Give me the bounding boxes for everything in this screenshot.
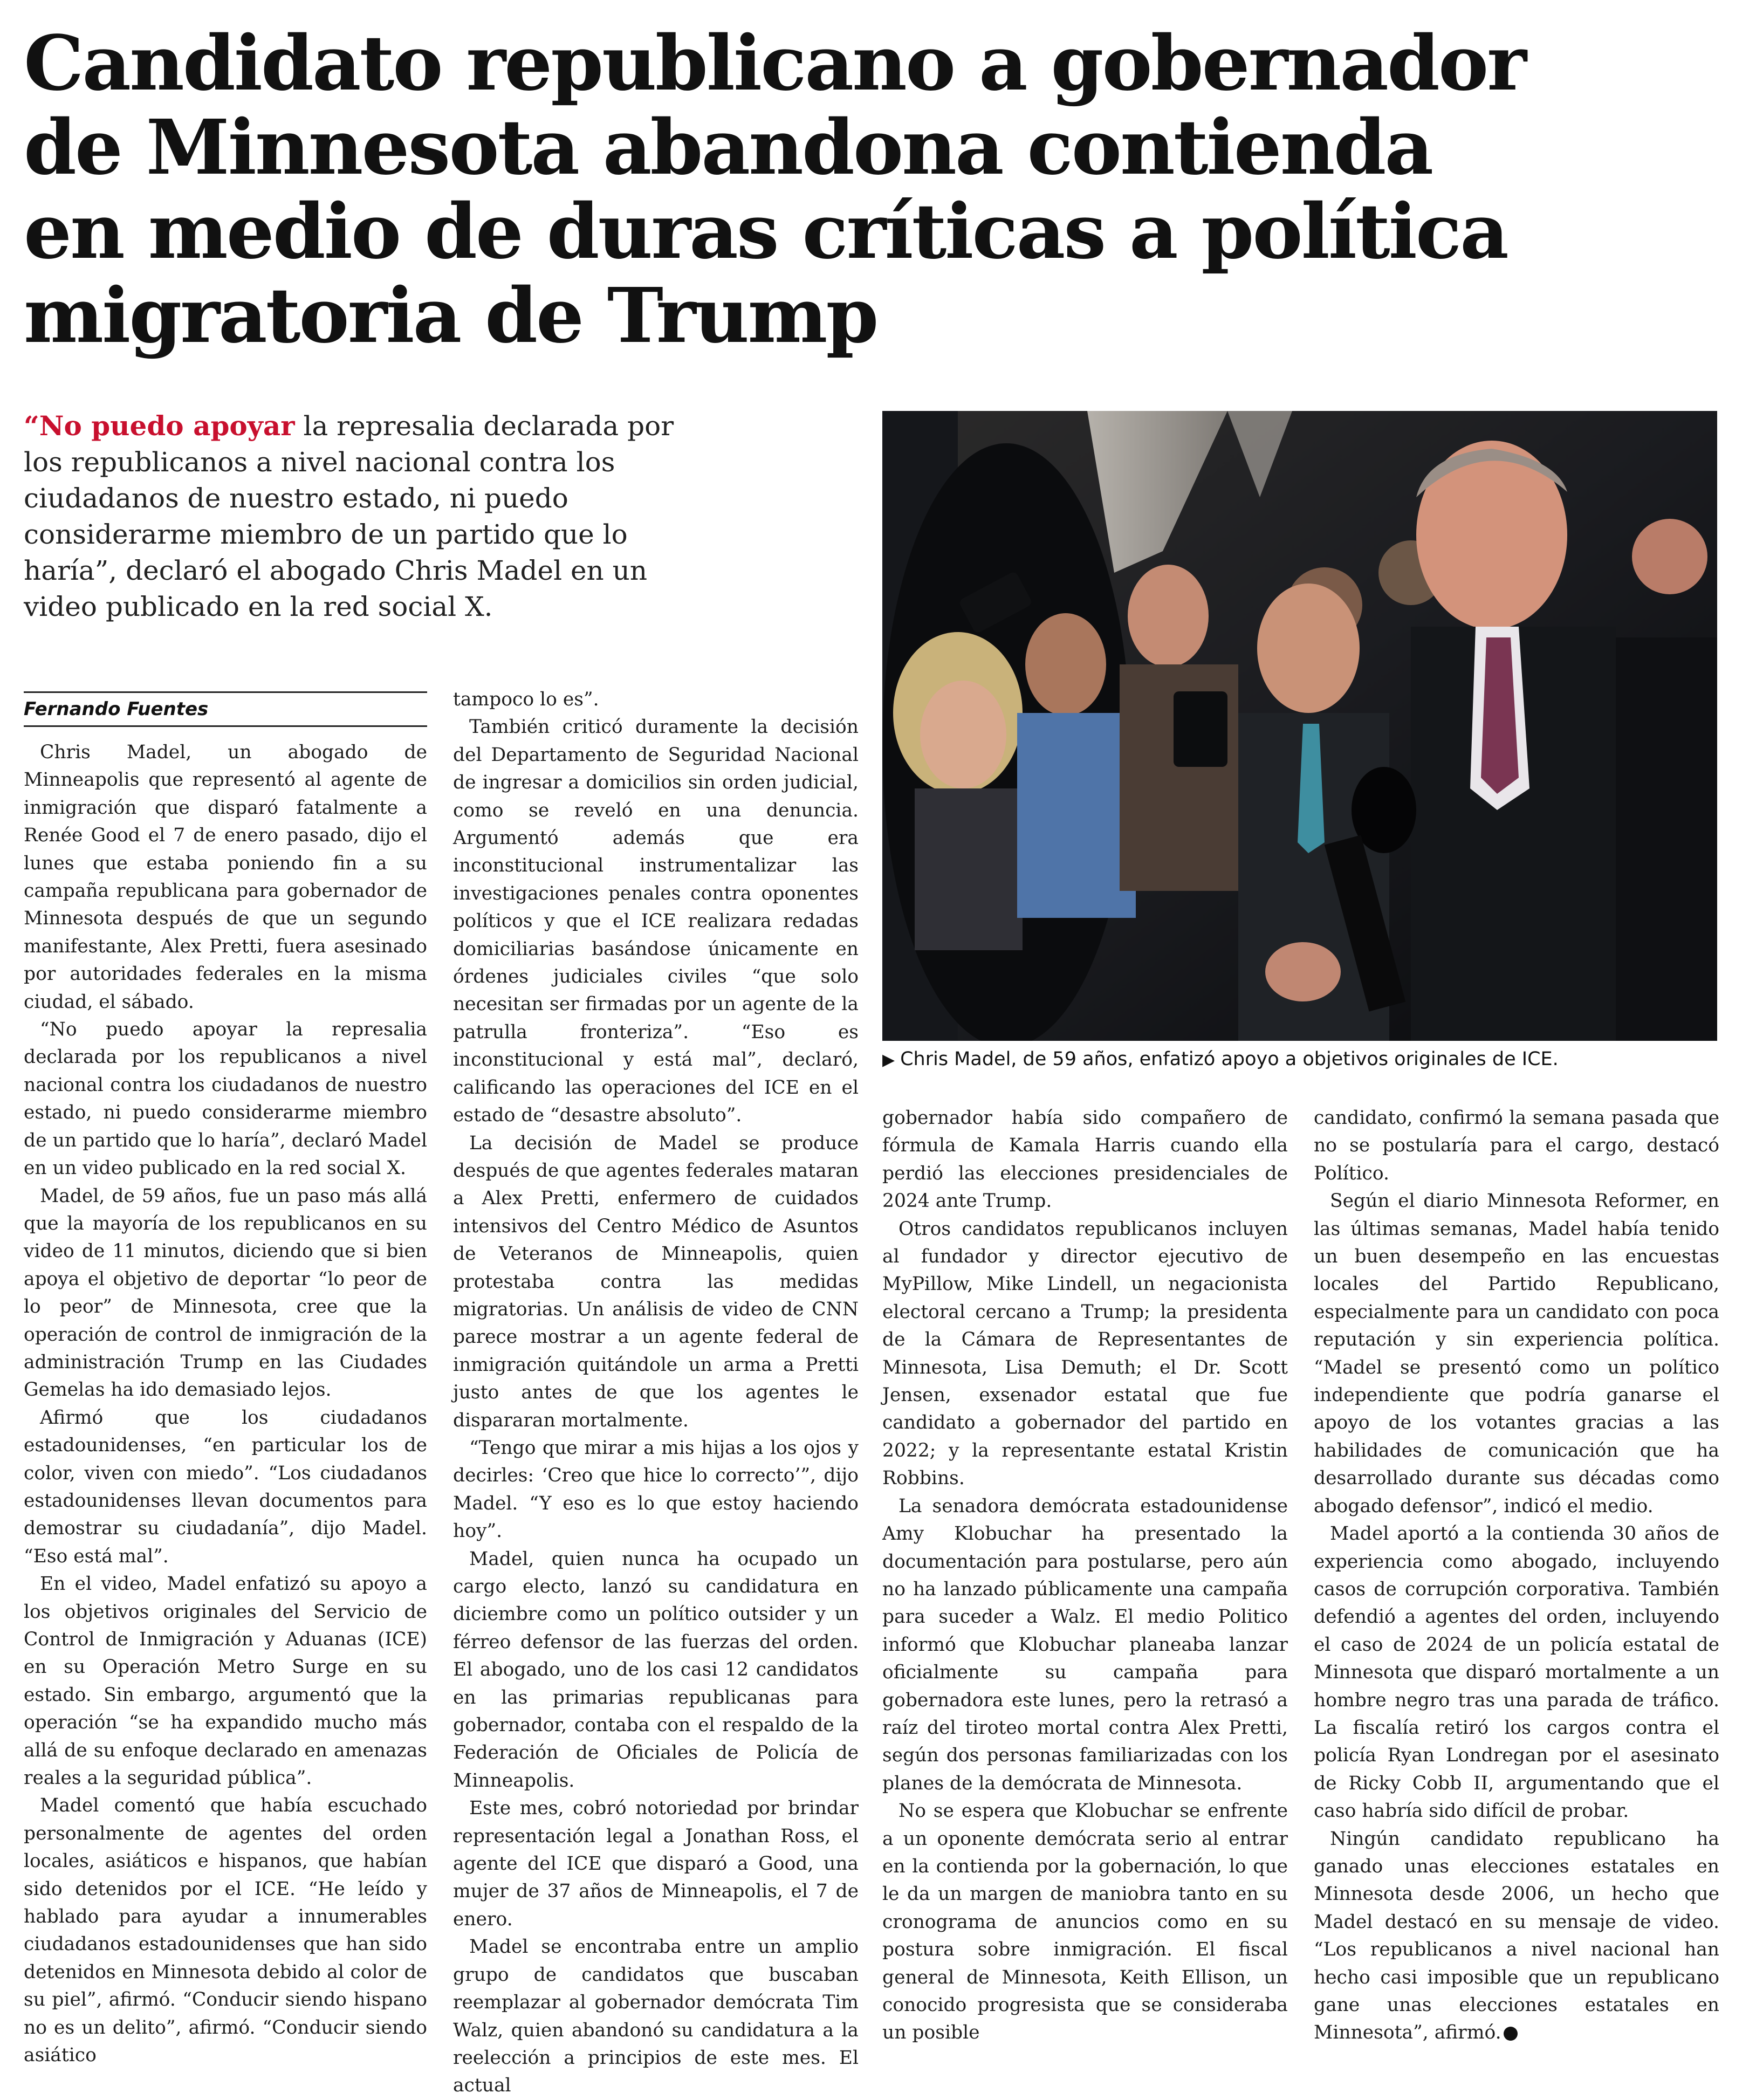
paragraph: La senadora demócrata estadounidense Amy Klobuchar ha presentado la documentación para postularse, pero aún no ha lanzado públicamente una campaña para suceder a Walz. El medio Politico informó que Klobuchar planeaba lanzar oficialmente su campaña para gobernadora este lunes, pero la retrasó a raíz del tiroteo mortal contra Alex Pretti, según dos personas familiarizadas con los planes de la demócrata de Minnesota. bbox=[882, 1495, 1288, 1794]
column-3 bbox=[882, 1104, 1288, 2047]
lead-highlight: “No puedo apoyar bbox=[24, 410, 295, 442]
news-photo bbox=[882, 411, 1717, 1041]
lead-paragraph bbox=[24, 408, 714, 625]
paragraph: tampoco lo es”. bbox=[453, 689, 599, 710]
paragraph: Madel comentó que había escuchado personalmente de agentes del orden locales, asiáticos e hispanos, que habían sido detenidos por el ICE. “He leído y hablado para ayudar a innumerables ciudadanos estadounidenses que han sido detenidos en Minnesota debido al color de su piel”, afirmó. “Conducir siendo hispano no es un delito”, afirmó. “Conducir siendo asiático bbox=[24, 1795, 427, 2067]
paragraph-text: Ningún candidato republicano ha ganado unas elecciones estatales en Minnesota desde 2006, un hecho que Madel destacó en su mensaje de video. “Los republicanos a nivel nacional han hecho casi imposible que un republicano gane unas elecciones estatales en Minnesota”, afirmó. bbox=[1314, 1828, 1719, 2044]
lead-text: la represalia declarada por los republicanos a nivel nacional contra los ciudadanos de nuestro estado, ni puedo considerarme miembro de un partido que lo haría”, declaró el abogado Chris Madel en un video publicado en la red social X. bbox=[24, 410, 674, 622]
paragraph: No se espera que Klobuchar se enfrente a un oponente demócrata serio al entrar en la contienda por la gobernación, lo que le da un margen de maniobra tanto en su cronograma de anuncios como en su postura sobre inmigración. El fiscal general de Minnesota, Keith Ellison, un conocido progresista que se consideraba un posible bbox=[882, 1800, 1288, 2044]
paragraph: Según el diario Minnesota Reformer, en las últimas semanas, Madel había tenido un buen desempeño en las encuestas locales del Partido Republicano, especialmente para un candidato con poca reputación y sin experiencia política. “Madel se presentó como un político independiente que podría ganarse el apoyo de los votantes gracias a las habilidades de comunicación que ha desarrollado durante sus décadas como abogado defensor”, indicó el medio. bbox=[1314, 1190, 1719, 1517]
paragraph: Madel, quien nunca ha ocupado un cargo electo, lanzó su candidatura en diciembre como un político outsider y un férreo defensor de las fuerzas del orden. El abogado, uno de los casi 12 candidatos en las primarias republicanas para gobernador, contaba con el respaldo de la Federación de Oficiales de Policía de Minneapolis. bbox=[453, 1548, 859, 1792]
paragraph: Chris Madel, un abogado de Minneapolis que representó al agente de inmigración que disparó fatalmente a Renée Good el 7 de enero pasado, dijo el lunes que estaba poniendo fin a su campaña republicana para gobernador de Minnesota después de que un segundo manifestante, Alex Pretti, fuera asesinado por autoridades federales en la misma ciudad, el sábado. bbox=[24, 742, 427, 1013]
paragraph: La decisión de Madel se produce después de que agentes federales mataran a Alex Pretti, enfermero de cuidados intensivos del Centro Médico de Asuntos de Veteranos de Minneapolis, quien protestaba contra las medidas migratorias. Un análisis de video de CNN parece mostrar a un agente federal de inmigración quitándole un arma a Pretti justo antes de que los agentes le dispararan mortalmente. bbox=[453, 1132, 859, 1431]
column-2 bbox=[453, 686, 859, 2100]
paragraph: “No puedo apoyar la represalia declarada por los republicanos a nivel nacional contra los ciudadanos de nuestro estado, ni puedo considerarme miembro de un partido que lo haría”, declaró Madel en un video publicado en la red social X. bbox=[24, 1019, 427, 1179]
paragraph bbox=[1314, 1826, 1719, 2047]
end-mark-icon bbox=[1504, 2027, 1518, 2041]
caption-text: Chris Madel, de 59 años, enfatizó apoyo a objetivos originales de ICE. bbox=[900, 1048, 1559, 1070]
photo-caption bbox=[882, 1047, 1724, 1072]
column-1 bbox=[24, 691, 427, 2070]
paragraph: Madel, de 59 años, fue un paso más allá que la mayoría de los republicanos en su video de 11 minutos, diciendo que si bien apoya el objetivo de deportar “lo peor de lo peor” de Minnesota, cree que la operación de control de inmigración de la administración Trump en las Ciudades Gemelas ha ido demasiado lejos. bbox=[24, 1185, 427, 1401]
paragraph: En el video, Madel enfatizó su apoyo a los objetivos originales del Servicio de Control de Inmigración y Aduanas (ICE) en su Operación Metro Surge en su estado. Sin embargo, argumentó que la operación “se ha expandido mucho más allá de su enfoque declarado en amenazas reales a la seguridad pública”. bbox=[24, 1573, 427, 1789]
paragraph: “Tengo que mirar a mis hijas a los ojos y decirles: ‘Creo que hice lo correcto’”, dijo Madel. “Y eso es lo que estoy haciendo hoy”. bbox=[453, 1437, 859, 1542]
paragraph: Madel se encontraba entre un amplio grupo de candidatos que buscaban reemplazar al gobernador demócrata Tim Walz, quien abandonó su candidatura a la reelección a principios de este mes. El actual bbox=[453, 1936, 859, 2097]
column-4 bbox=[1314, 1104, 1719, 2047]
paragraph: También criticó duramente la decisión del Departamento de Seguridad Nacional de ingresar a domicilios sin orden judicial, como se reveló en una denuncia. Argumentó además que era inconstitucional instrumentalizar las investigaciones penales contra oponentes políticos y que el ICE realizara redadas domiciliarias basándose únicamente en órdenes judiciales civiles “que solo necesitan ser firmadas por un agente de la patrulla fronteriza”. “Eso es inconstitucional y está mal”, declaró, calificando las operaciones del ICE en el estado de “desastre absoluto”. bbox=[453, 716, 859, 1127]
headline: Candidato republicano a gobernador de Minnesota abandona contienda en medio de duras críticas a política migratoria de Trump bbox=[24, 19, 1525, 360]
paragraph: Este mes, cobró notoriedad por brindar representación legal a Jonathan Ross, el agente del ICE que disparó a Good, una mujer de 37 años de Minneapolis, el 7 de enero. bbox=[453, 1797, 859, 1930]
caption-arrow-icon: ▶ bbox=[882, 1051, 895, 1069]
paragraph: gobernador había sido compañero de fórmula de Kamala Harris cuando ella perdió las elecciones presidenciales de 2024 ante Trump. bbox=[882, 1107, 1288, 1212]
paragraph: Madel aportó a la contienda 30 años de experiencia como abogado, incluyendo casos de corrupción corporativa. También defendió a agentes del orden, incluyendo el caso de 2024 de un policía estatal de Minnesota que disparó mortalmente a un hombre negro tras una parada de tráfico. La fiscalía retiró los cargos contra el policía Ryan Londregan por el asesinato de Ricky Cobb II, argumentando que el caso habría sido difícil de probar. bbox=[1314, 1523, 1719, 1822]
byline: Fernando Fuentes bbox=[24, 698, 209, 720]
paragraph: Afirmó que los ciudadanos estadounidenses, “en particular los de color, viven con miedo”. “Los ciudadanos estadounidenses llevan documentos para demostrar su ciudadanía”, dijo Madel. “Eso está mal”. bbox=[24, 1406, 427, 1567]
byline-box bbox=[24, 691, 427, 727]
paragraph: candidato, confirmó la semana pasada que no se postularía para el cargo, destacó Político. bbox=[1314, 1107, 1719, 1184]
paragraph: Otros candidatos republicanos incluyen al fundador y director ejecutivo de MyPillow, Mike Lindell, un negacionista electoral cercano a Trump; la presidenta de la Cámara de Representantes de Minnesota, Lisa Demuth; el Dr. Scott Jensen, exsenador estatal que fue candidato a gobernador del partido en 2022; y la representante estatal Kristin Robbins. bbox=[882, 1218, 1288, 1490]
